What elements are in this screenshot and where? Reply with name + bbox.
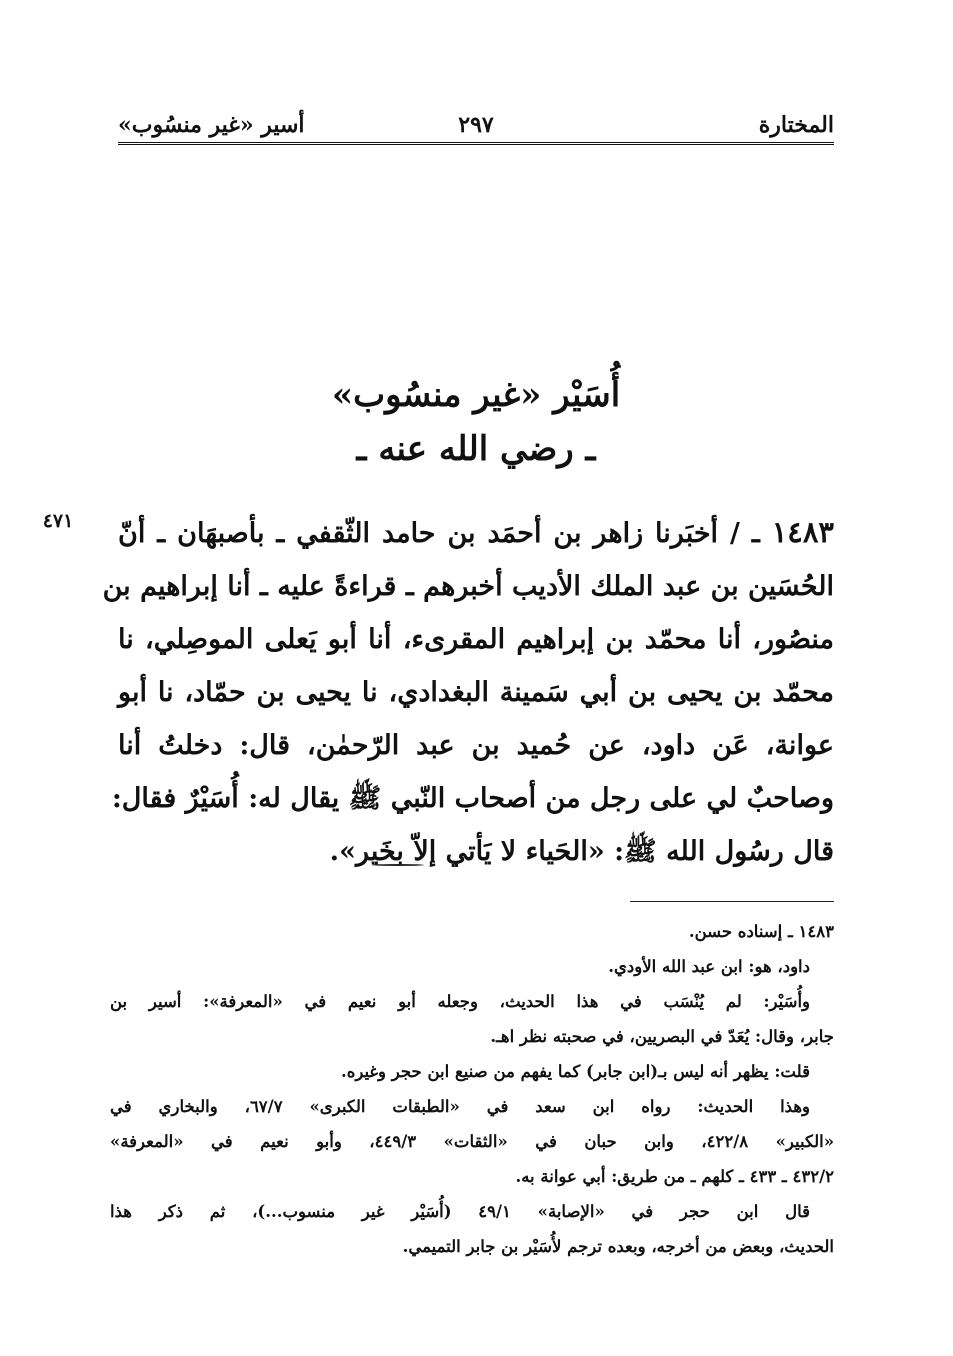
footnote-line: وهذا الحديث: رواه ابن سعد في «الطبقات الكبرى» ٦٧/٧، والبخاري في [110,1097,811,1116]
hadith-line-text: ـ / أخبَرنا زاهر بن أحمَد بن حامد الثّقفي ـ بأصبهَان ـ أنّ [118,518,760,549]
hadith-line: وصاحبٌ لي على رجل من أصحاب النّبي ﷺ يقال له: أُسَيْرٌ فقال: [111,783,834,814]
footnote-separator [630,901,834,902]
footnotes [110,914,834,1264]
footnote-line: «الكبير» ٤٢٢/٨، وابن حبان في «الثقات» ٤٤٩/٣، وأبو نعيم في «المعرفة» [110,1132,835,1151]
section-title-header: أسير «غير منسُوب» [118,112,305,138]
hadith-text [102,506,835,878]
hadith-line: الحُسَين بن عبد الملك الأديب أخبرهم ـ قراءةً عليه ـ أنا إبراهيم بن [102,571,834,602]
footnote-line: الحديث، وبعض من أخرجه، وبعده ترجم لأُسَيْر بن جابر التميمي. [402,1237,834,1256]
footnote-line: جابر، وقال: يُعَدّ في البصريين، في صحبته نظر اهـ. [490,1027,834,1046]
hadith-number: ١٤٨٣ [771,515,835,549]
footnote-line: قال ابن حجر في «الإصابة» ٤٩/١ (أُسَيْر غير منسوب...)، ثم ذكر هذا [110,1202,810,1221]
footnote-line: وأُسَيْر: لم يُنْسَب في هذا الحديث، وجعله أبو نعيم في «المعرفة»: أسير بن [110,992,810,1011]
chapter-title [118,368,834,476]
hadith-line: منصُور، أنا محمّد بن إبراهيم المقرىء، أنا أبو يَعلى الموصِلي، نا [118,624,834,655]
footnote-line: قلت: يظهر أنه ليس بـ(ابن جابر) كما يفهم من صنيع ابن حجر وغيره. [340,1062,810,1081]
footnote-line: داود، هو: ابن عبد الله الأودي. [608,957,810,976]
hadith-line: عوانة، عَن داود، عن حُميد بن عبد الرّحمٰن، قال: دخلتُ أنا [118,730,834,761]
hadith-line: محمّد بن يحيى بن أبي سَمينة البغدادي، نا يحيى بن حمّاد، نا أبو [118,677,834,708]
page-number: ٢٩٧ [458,112,494,138]
running-head [118,108,834,145]
chapter-title-benediction: ـ رضي الله عنه ـ [356,429,596,469]
hadith-line [118,506,834,560]
footnote-line: ٤٣٢/٢ ـ ٤٣٣ ـ كلهم ـ من طريق: أبي عوانة به. [515,1167,834,1186]
text-end-ornament [372,864,424,866]
margin-reference-number: ٤٧١ [42,510,74,532]
chapter-title-name: أُسَيْر «غير منسُوب» [331,375,621,415]
footnote-heading: ١٤٨٣ ـ إسناده حسن. [688,922,834,941]
hadith-line: قال رسُول الله ﷺ: «الحَياء لا يَأتي إلاّ بخَير». [329,836,834,867]
book-title-header: المختارة [758,112,834,138]
